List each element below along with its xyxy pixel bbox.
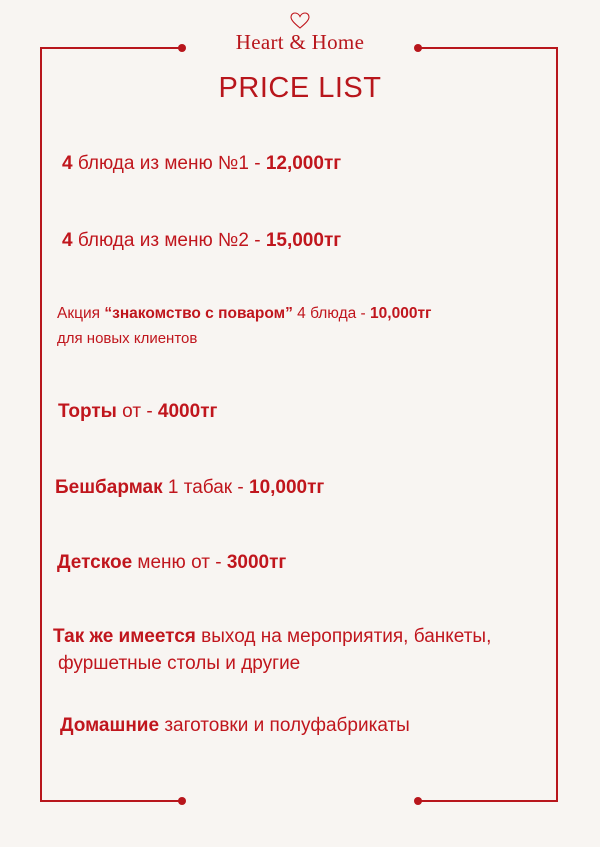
- heart-outline-icon: [290, 12, 310, 30]
- brand-name: Heart & Home: [235, 30, 365, 54]
- price-item-promo: [57, 305, 432, 323]
- menu2-text: блюда из меню №2 -: [72, 230, 266, 251]
- menu1-price: 12,000тг: [265, 153, 342, 174]
- beshbarmak-text: 1 табак -: [162, 477, 249, 498]
- kids-name: Детское: [57, 552, 133, 573]
- price-item-homemade: [60, 715, 410, 737]
- brand-logo: [0, 12, 600, 55]
- menu1-text: блюда из меню №1 -: [72, 153, 266, 174]
- cakes-text: от -: [116, 401, 158, 422]
- events-text: выход на мероприятия, банкеты,: [195, 626, 492, 647]
- frame-right-line: [556, 47, 558, 802]
- promo-name: “знакомство с поваром”: [104, 305, 293, 322]
- menu2-count: 4: [62, 230, 73, 251]
- promo-text: 4 блюда -: [292, 305, 371, 322]
- kids-price: 3000тг: [226, 552, 287, 573]
- frame-dot-bottom-left: [178, 797, 186, 805]
- frame-bottom-right-line: [418, 800, 558, 802]
- events-name: Так же имеется: [53, 626, 196, 647]
- frame-bottom-left-line: [40, 800, 182, 802]
- cakes-price: 4000тг: [157, 401, 218, 422]
- price-item-menu2: [62, 230, 341, 252]
- cakes-name: Торты: [58, 401, 117, 422]
- promo-prefix: Акция: [57, 305, 105, 322]
- price-item-cakes: [58, 401, 217, 423]
- homemade-name: Домашние: [60, 715, 160, 736]
- promo-note: для новых клиентов: [57, 330, 198, 347]
- beshbarmak-name: Бешбармак: [55, 477, 163, 498]
- menu2-price: 15,000тг: [265, 230, 342, 251]
- price-item-menu1: [62, 153, 341, 175]
- homemade-text: заготовки и полуфабрикаты: [159, 715, 410, 736]
- price-item-events: [53, 626, 491, 648]
- price-item-kids: [57, 552, 286, 574]
- price-item-beshbarmak: [55, 477, 324, 499]
- frame-left-line: [40, 47, 42, 802]
- page-title: PRICE LIST: [218, 72, 382, 104]
- promo-price: 10,000тг: [370, 305, 432, 322]
- events-line2: фуршетные столы и другие: [58, 653, 301, 674]
- beshbarmak-price: 10,000тг: [249, 477, 325, 498]
- frame-dot-bottom-right: [414, 797, 422, 805]
- menu1-count: 4: [62, 153, 73, 174]
- kids-text: меню от -: [132, 552, 227, 573]
